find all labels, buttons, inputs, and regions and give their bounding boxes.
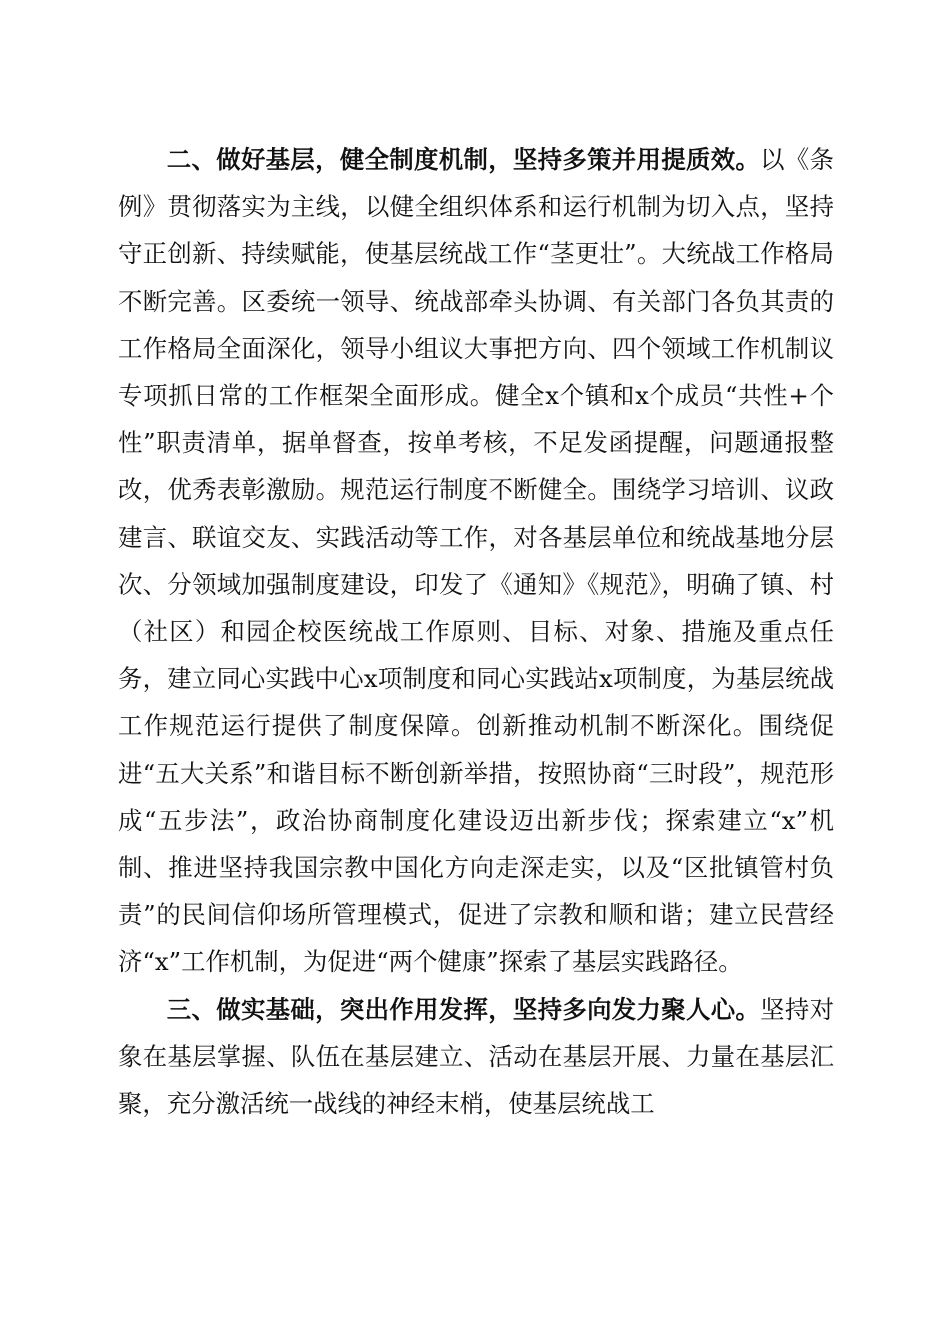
section-two-heading: 二、做好基层，健全制度机制，坚持多策并用提质效。 xyxy=(166,145,761,174)
section-three-body: 坚持对象在基层掌握、队伍在基层建立、活动在基层开展、力量在基层汇聚，充分激活统一战线的神经末梢，使基层统战工 xyxy=(118,994,834,1119)
paragraph-section-three xyxy=(118,986,834,1128)
section-three-heading: 三、做实基础，突出作用发挥，坚持多向发力聚人心。 xyxy=(166,994,761,1024)
document-page xyxy=(118,136,834,1127)
paragraph-section-two xyxy=(118,136,834,986)
section-two-body: 以《条例》贯彻落实为主线，以健全组织体系和运行机制为切入点，坚持守正创新、持续赋能，使基层统战工作“茎更壮”。大统战工作格局不断完善。区委统一领导、统战部牵头协调、有关部门各负其责的工作格局全面深化，领导小组议大事把方向、四个领域工作机制议专项抓日常的工作框架全面形成。健全x个镇和x个成员“共性+个性”职责清单，据单督查，按单考核，不足发函提醒，问题通报整改，优秀表彰激励。规范运行制度不断健全。围绕学习培训、议政建言、联谊交友、实践活动等工作，对各基层单位和统战基地分层次、分领域加强制度建设，印发了《通知》《规范》，明确了镇、村（社区）和园企校医统战工作原则、目标、对象、措施及重点任务，建立同心实践中心x项制度和同心实践站x项制度，为基层统战工作规范运行提供了制度保障。创新推动机制不断深化。围绕促进“五大关系”和谐目标不断创新举措，按照协商“三时段”，规范形成“五步法”，政治协商制度化建设迈出新步伐；探索建立“x”机制、推进坚持我国宗教中国化方向走深走实，以及“区批镇管村负责”的民间信仰场所管理模式，促进了宗教和顺和谐；建立民营经济“x”工作机制，为促进“两个健康”探索了基层实践路径。 xyxy=(118,145,834,977)
